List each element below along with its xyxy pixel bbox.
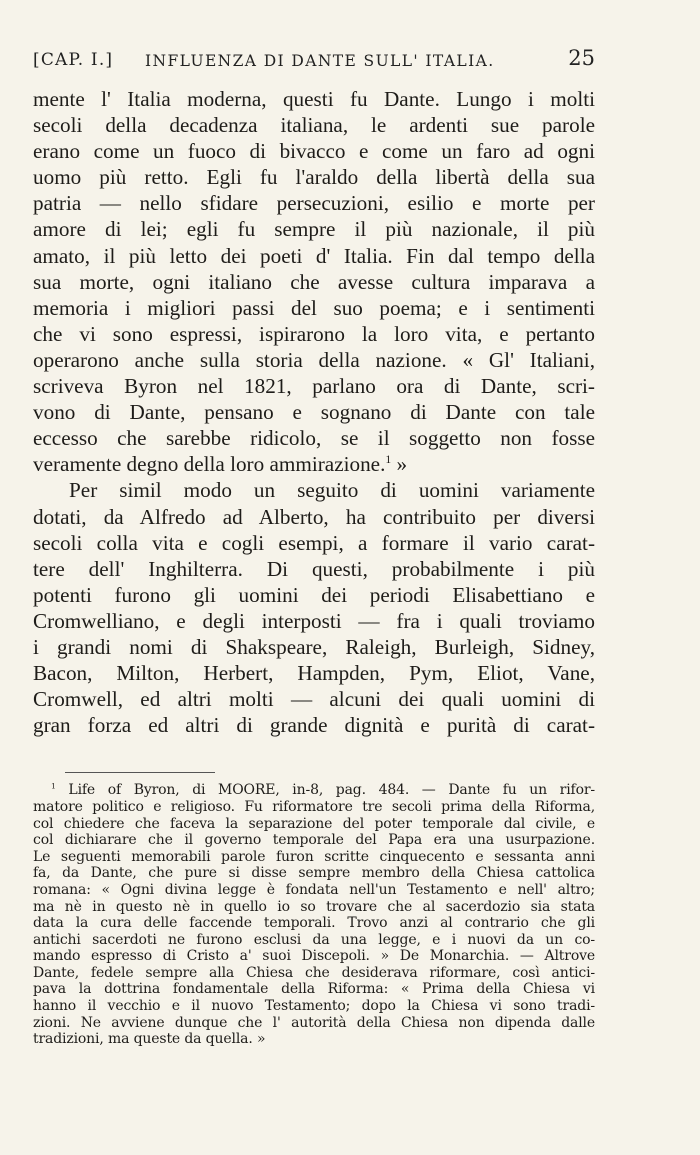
text-line: amore di lei; egli fu sempre il più nazionale, il più bbox=[33, 217, 595, 242]
text-line: Bacon, Milton, Herbert, Hampden, Pym, Eliot, Vane, bbox=[33, 661, 595, 686]
running-title: INFLUENZA DI DANTE SULL' ITALIA. bbox=[145, 52, 495, 70]
text-line: scriveva Byron nel 1821, parlano ora di Dante, scri- bbox=[33, 374, 595, 399]
footnote-line: matore politico e religioso. Fu riformatore tre secoli prima della Riforma, bbox=[33, 798, 595, 815]
footnote-line-content: Life of Byron, di MOORE, in-8, pag. 484. — Dante fu un rifor- bbox=[68, 782, 595, 799]
text-line: che vi sono espressi, ispirarono la loro vita, e pertanto bbox=[33, 321, 595, 346]
text-line: eccesso che sarebbe ridicolo, se il soggetto non fosse bbox=[33, 426, 595, 451]
page-number: 25 bbox=[568, 46, 595, 70]
footnote-line: fa, da Dante, che pure si disse sempre membro della Chiesa cattolica bbox=[33, 865, 595, 882]
footnote-line: ma nè in questo nè in quello io so trovare che al sacerdozio sia stata bbox=[33, 898, 595, 915]
footnote-line: Dante, fedele sempre alla Chiesa che desiderava riformare, così antici- bbox=[33, 964, 595, 981]
footnote-number: 1 bbox=[51, 781, 56, 791]
footnote bbox=[33, 782, 595, 1048]
footnote-line: antichi sacerdoti ne furono esclusi da una legge, e i nuovi da un co- bbox=[33, 931, 595, 948]
text-line: memoria i migliori passi del suo poema; e i sentimenti bbox=[33, 295, 595, 320]
text-line: operarono anche sulla storia della nazione. « Gl' Italiani, bbox=[33, 347, 595, 372]
main-text bbox=[33, 86, 595, 738]
footnote-line: romana: « Ogni divina legge è fondata nell'un Testamento e nell' altro; bbox=[33, 881, 595, 898]
footnote-reference[interactable]: 1 bbox=[385, 453, 392, 467]
text-line: potenti furono gli uomini dei periodi Elisabettiano e bbox=[33, 582, 595, 607]
footnote-line: hanno il vecchio e il nuovo Testamento; dopo la Chiesa vi sono tradi- bbox=[33, 998, 595, 1015]
footnote-line: col dichiarare che il governo temporale del Papa era una usurpazione. bbox=[33, 832, 595, 849]
text-line: erano come un fuoco di bivacco e come un faro ad ogni bbox=[33, 139, 595, 164]
text-line-content: veramente degno della loro ammirazione. bbox=[33, 452, 386, 477]
text-line: secoli colla vita e cogli esempi, a formare il vario carat- bbox=[33, 530, 595, 555]
text-line: sua morte, ogni italiano che avesse cultura imparava a bbox=[33, 269, 595, 294]
text-line: vono di Dante, pensano e sognano di Dante con tale bbox=[33, 400, 595, 425]
text-line: gran forza ed altri di grande dignità e purità di carat- bbox=[33, 713, 595, 738]
text-line: Cromwell, ed altri molti — alcuni dei quali uomini di bbox=[33, 687, 595, 712]
paragraph-end-line bbox=[33, 451, 595, 477]
footnote-line: mando espresso di Cristo a' suoi Discepoli. » De Monarchia. — Altrove bbox=[33, 948, 595, 965]
running-header bbox=[33, 46, 595, 76]
text-line: tere dell' Inghilterra. Di questi, probabilmente i più bbox=[33, 556, 595, 581]
footnote-first-line bbox=[33, 782, 595, 799]
text-line: patria — nello sfidare persecuzioni, esilio e morte per bbox=[33, 191, 595, 216]
paragraph-first-line: Per simil modo un seguito di uomini variamente bbox=[69, 478, 595, 503]
text-line: i grandi nomi di Shakspeare, Raleigh, Burleigh, Sidney, bbox=[33, 634, 595, 659]
closing-quote: » bbox=[391, 452, 408, 477]
text-line: secoli della decadenza italiana, le ardenti sue parole bbox=[33, 113, 595, 138]
text-line: amato, il più letto dei poeti d' Italia. Fin dal tempo della bbox=[33, 243, 595, 268]
footnote-line: zioni. Ne avviene dunque che l' autorità della Chiesa non dipenda dalle bbox=[33, 1014, 595, 1031]
book-page bbox=[33, 46, 595, 1048]
footnote-line: data la cura delle faccende temporali. Trovo anzi al contrario che gli bbox=[33, 915, 595, 932]
text-line: Cromwelliano, e degli interposti — fra i quali troviamo bbox=[33, 608, 595, 633]
footnote-line: Le seguenti memorabili parole furon scritte cinquecento e sessanta anni bbox=[33, 848, 595, 865]
footnote-line: col chiedere che faceva la separazione del poter temporale dal civile, e bbox=[33, 815, 595, 832]
text-line: uomo più retto. Egli fu l'araldo della libertà della sua bbox=[33, 165, 595, 190]
chapter-label: [CAP. I.] bbox=[33, 50, 114, 70]
text-line: mente l' Italia moderna, questi fu Dante. Lungo i molti bbox=[33, 87, 595, 111]
footnote-line: tradizioni, ma queste da quella. » bbox=[33, 1031, 266, 1048]
footnote-line: pava la dottrina fondamentale della Riforma: « Prima della Chiesa vi bbox=[33, 981, 595, 998]
footnote-divider bbox=[65, 772, 215, 773]
text-line: dotati, da Alfredo ad Alberto, ha contribuito per diversi bbox=[33, 504, 595, 529]
